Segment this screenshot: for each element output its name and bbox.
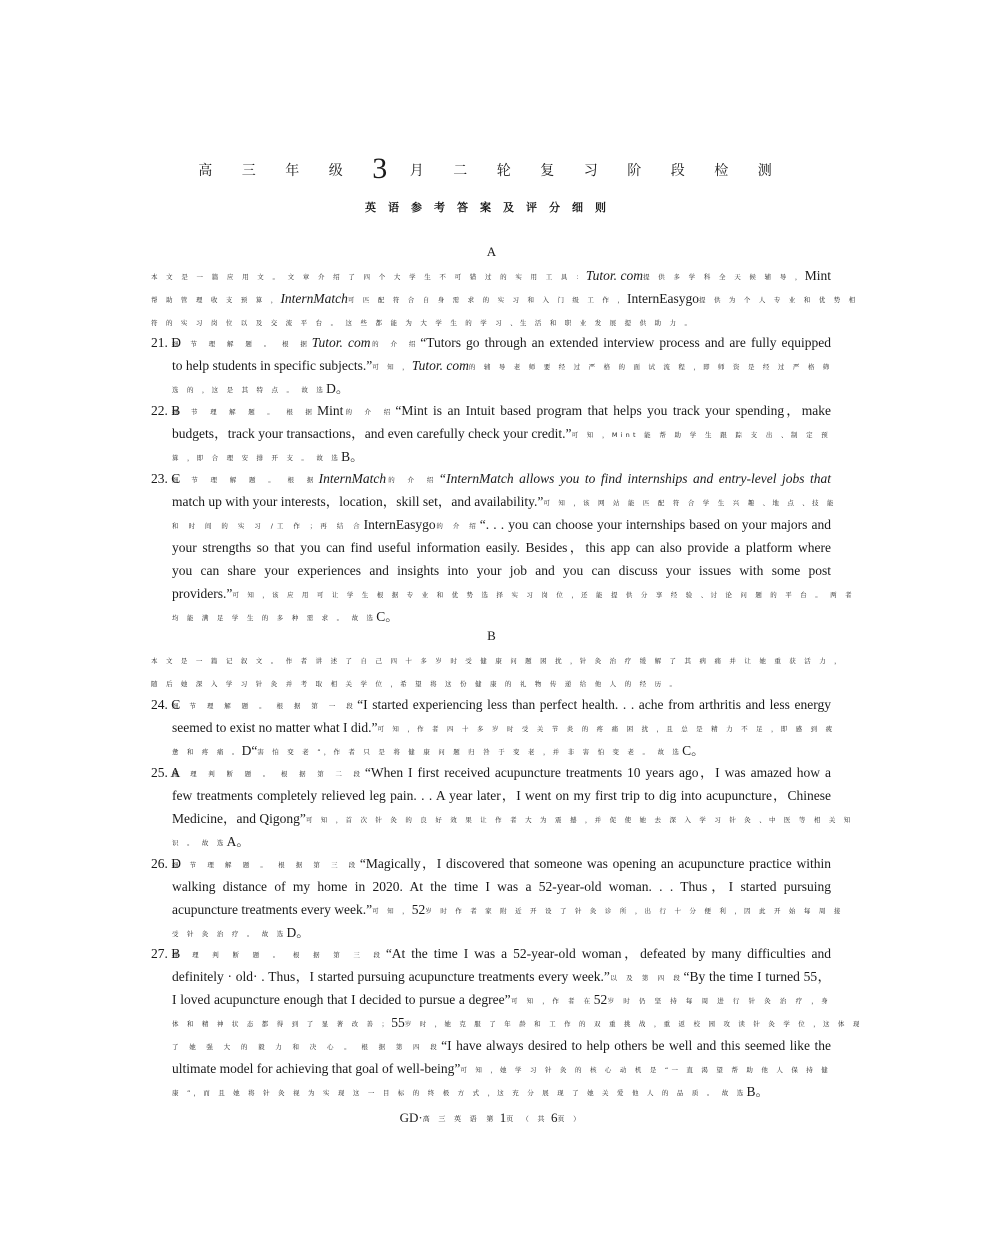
- question-number: 25. A: [151, 765, 181, 780]
- title-prefix: 高 三 年 级: [198, 164, 356, 179]
- question-27: 27. B 推 理 判 断 题 。 根 据 第 三 段“At the time I was a 52-year-old woman，defeated by many difficulties and definitely · old· . Thus，I started pursuing acupuncture treatments every week.”以 及 第 四 段“By the time I turned 55， I loved acupuncture enough that I decided to pursue a degree”可 知 ，作 者 在52岁 时 仍 坚 持 每 周 进 行 针 灸 治 疗 ，身 体 和 精 神 状 态 都 得 到 了 显 著 改 善 ；55岁 时 ，她 克 服 了 年 龄 和 工 作 的 双 重 挑 战 ，重 返 校 园 攻 读 针 灸 学 位 ，这 体 现 了 她 强 大 的 毅 力 和 决 心 。 根 据 第 四 段“I have always desired to help others be well and this seemed like the ultimate model for achieving that goal of well-being”可 知 ，她 学 习 针 灸 的 核 心 动 机 是 “一 直 渴 望 帮 助 他 人 保 持 健 康 ”，而 且 她 将 针 灸 视 为 实 现 这 一 目 标 的 终 极 方 式 ，这 充 分 展 现 了 她 关 爱 他 人 的 品 质 。 故 选B。: [151, 942, 831, 1103]
- section-b-intro: 本 文 是 一 篇 记 叙 文 。 作 者 讲 述 了 自 己 四 十 多 岁 时 受 健 康 问 题 困 扰 ，针 灸 治 疗 缓 解 了 其 病 痛 并 让 她 重 获 活 力 ， 随 后 她 深 入 学 习 针 灸 并 考 取 相 关 学 位 ，希 望 将 这 份 健 康 的 礼 物 传 递 给 他 人 的 经 历 。: [151, 657, 844, 688]
- question-number: 24. C: [151, 697, 181, 712]
- question-number: 21. D: [151, 335, 181, 350]
- section-a-label: A: [486, 244, 497, 259]
- question-25: 25. A 推 理 判 断 题 。 根 据 第 二 段“When I first received acupuncture treatments 10 years ago，I was amazed how a few treatments completely relieved leg pain. . . A year later，I went on my first trip to dig into acupuncture，Chinese Medicine，and Qigong”可 知 ，首 次 针 灸 的 良 好 效 果 让 作 者 大 为 震 撼 ，并 促 使 她 去 深 入 学 习 针 灸 、中 医 等 相 关 知 识 。 故 选A。: [151, 761, 831, 853]
- page-number: 1: [499, 1110, 507, 1125]
- question-26: 26. D 细 节 理 解 题 。 根 据 第 三 段“Magically，I discovered that someone was opening an acupuncture practice within walking distance of my home in 2020. At the time I was a 52-year-old woman. . . Thus，I started pursuing acupuncture treatments every week.”可 知 ，52岁 时 作 者 家 附 近 开 设 了 针 灸 诊 所 ，出 行 十 分 便 利 ，因 此 开 始 每 周 接 受 针 灸 治 疗 。 故 选D。: [151, 852, 831, 944]
- question-24: 24. C 细 节 理 解 题 。 根 据 第 一 段“I started experiencing less than perfect health. . . ache from arthritis and less energy seemed to exist no matter what I did.”可 知 ，作 者 四 十 多 岁 时 受 关 节 炎 的 疼 痛 困 扰 ，且 总 是 精 力 不 足 ，即 感 到 疲 惫 和 疼 痛 。D“害 怕 变 老 ”，作 者 只 是 将 健 康 问 题 归 咎 于 变 老 ，并 非 害 怕 变 老 。 故 选C。: [151, 693, 831, 762]
- question-number: 22. B: [151, 403, 181, 418]
- question-22: 22. B 细 节 理 解 题 。 根 据Mint的 介 绍“Mint is an Intuit based program that helps you track your spending，make budgets，track your transactions，and even carefully check your credit.”可 知 ，Mint 能 帮 助 学 生 跟 踪 支 出 、制 定 预 算 ，即 合 理 安 排 开 支 。 故 选B。: [151, 399, 831, 468]
- title-suffix: 月 二 轮 复 习 阶 段 检 测: [409, 164, 785, 179]
- title-number: 3: [372, 152, 394, 185]
- page-title: [0, 152, 983, 186]
- question-number: 26. D: [151, 856, 181, 871]
- section-a-intro: 本 文 是 一 篇 应 用 文 。 文 章 介 绍 了 四 个 大 学 生 不 可 错 过 的 实 用 工 具 ：Tutor. com提 供 多 学 科 全 天 候 辅 导 ，Mint 帮 助 管 理 收 支 预 算 ，InternMatch可 匹 配 符 合 自 身 需 求 的 实 习 和 入 门 级 工 作 ，InternEasygo提 供 为 个 人 专 业 和 优 势 相 符 的 实 习 岗 位 以 及 交 流 平 台 。 这 些 都 能 为 大 学 生 的 学 习 、生 活 和 职 业 发 展 提 供 助 力 。: [151, 268, 859, 327]
- question-number: 27. B: [151, 946, 181, 961]
- page-subtitle: 英语参考答案及评分细则: [365, 201, 618, 214]
- page-total: 6: [551, 1110, 558, 1125]
- question-23: 23. C 细 节 理 解 题 。 根 据InternMatch的 介 绍“InternMatch allows you to find internships and entry-level jobs that match up with your interests，location，skill set，and availability.”可 知 ，该 网 站 能 匹 配 符 合 学 生 兴 趣 、地 点 、技 能 和 时 间 的 实 习 /工 作 ；再 结 合InternEasygo的 介 绍“. . . you can choose your internships based on your majors and your strengths so that you can find useful information easily. Besides，this app can also provide a platform where you can share your experiences and insights into your job and you can discuss your issues with some post providers.”可 知 ，该 应 用 可 让 学 生 根 据 专 业 和 优 势 选 择 实 习 岗 位 ，还 能 提 供 分 享 经 验 、讨 论 问 题 的 平 台 。 两 者 均 能 满 足 学 生 的 多 种 需 求 。 故 选C。: [151, 467, 831, 628]
- section-b-label: B: [487, 628, 496, 643]
- page-footer: GD·高 三 英 语 第 1页 （ 共 6页 ）: [399, 1110, 584, 1125]
- question-21: 21. D 细 节 理 解 题 。 根 据Tutor. com的 介 绍“Tutors go through an extended interview process and are fully equipped to help students in specific subjects.”可 知 ，Tutor. com的 辅 导 老 师 要 经 过 严 格 的 面 试 流 程 ，即 师 资 是 经 过 严 格 筛 选 的 ，这 是 其 特 点 。 故 选D。: [151, 331, 831, 400]
- question-number: 23. C: [151, 471, 181, 486]
